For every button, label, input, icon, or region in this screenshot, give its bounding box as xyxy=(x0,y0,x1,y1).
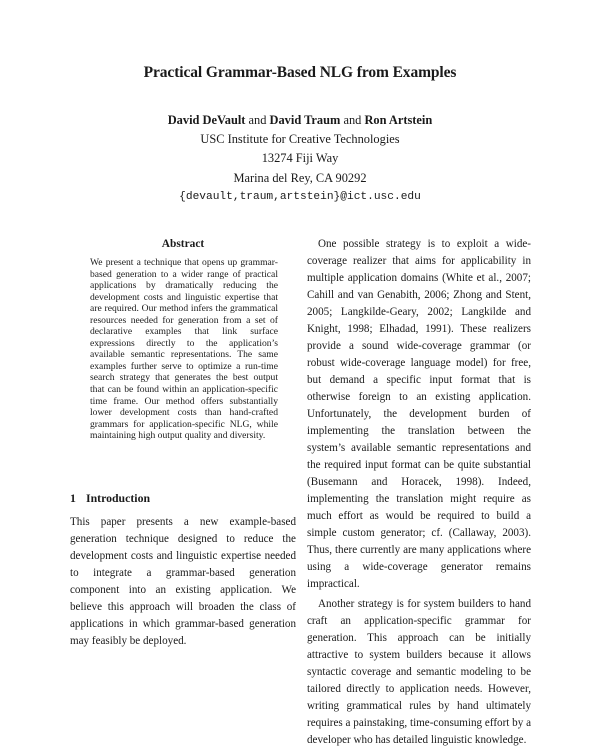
paper-title: Practical Grammar-Based NLG from Examples xyxy=(143,64,457,81)
introduction-paragraph: This paper presents a new example-based generation technique designed to reduce the development costs and linguistic expertise needed to integrate a grammar-based generation component into an existing application. We believe this approach will broaden the class of applications in which grammar-based generation may feasibly be deployed. xyxy=(70,516,296,647)
author-block xyxy=(0,111,600,207)
author-emails: {devault,traum,artstein}@ict.usc.edu xyxy=(179,190,421,203)
section-heading-introduction xyxy=(70,491,150,506)
author-names xyxy=(0,111,600,130)
body-paragraph: Another strategy is for system builders to hand craft an application-specific grammar for generation. This approach can be initially attractive to system builders because it allows syntactic coverage and semantic modeling to be tailored directly to application needs. However, writing grammatical rules by hand ultimately requires a painstaking, time-consuming effort by a developer who has detailed linguistic knowledge. xyxy=(307,598,531,746)
section-number: 1 xyxy=(70,491,76,505)
author-name: Ron Artstein xyxy=(364,113,433,127)
author-name: David Traum xyxy=(269,113,341,127)
abstract-heading: Abstract xyxy=(161,238,205,250)
author-street: 13274 Fiji Way xyxy=(261,151,339,166)
abstract-text: We present a technique that opens up grammar-based generation to a wider range of practical applications by dramatically reducing the development costs and linguistic expertise that are required. Our method infers the grammatical resources needed for generation from a set of declarative examples that link surface expressions directly to the application’s available semantic representations. The same examples further serve to optimize a run-time search strategy that generates the best output that can be found within an application-specific time frame. Our method offers substantially lower development costs than hand-crafted grammars for application-specific NLG, while maintaining high output quality and diversity. xyxy=(90,257,278,442)
right-column xyxy=(307,236,531,749)
author-joiner: and xyxy=(248,113,267,127)
author-affiliation: USC Institute for Creative Technologies xyxy=(200,132,400,147)
author-city: Marina del Rey, CA 90292 xyxy=(233,170,367,185)
author-joiner: and xyxy=(343,113,362,127)
author-name: David DeVault xyxy=(167,113,246,127)
body-paragraph: One possible strategy is to exploit a wide-coverage realizer that aims for applicability in multiple application domains (White et al., 2007; Cahill and van Genabith, 2006; Zhong and Stent, 2005; Langkilde-Geary, 2002; Langkilde and Knight, 1998; Elhadad, 1991). These realizers provide a sound wide-coverage grammar (or robust wide-coverage language model) for free, but demand a specific input format that is otherwise foreign to an existing application. Unfortunately, the development burden of implementing the translation between the system’s available semantic representations and the required input format can be quite substantial (Busemann and Horacek, 1998). Indeed, implementing the translation might require as much effort as would be required to build a simple custom generator; cf. (Callaway, 2003). Thus, there currently are many applications where using a wide-coverage generator remains impractical. xyxy=(307,238,531,590)
section-title: Introduction xyxy=(86,491,151,505)
left-column xyxy=(70,238,296,442)
